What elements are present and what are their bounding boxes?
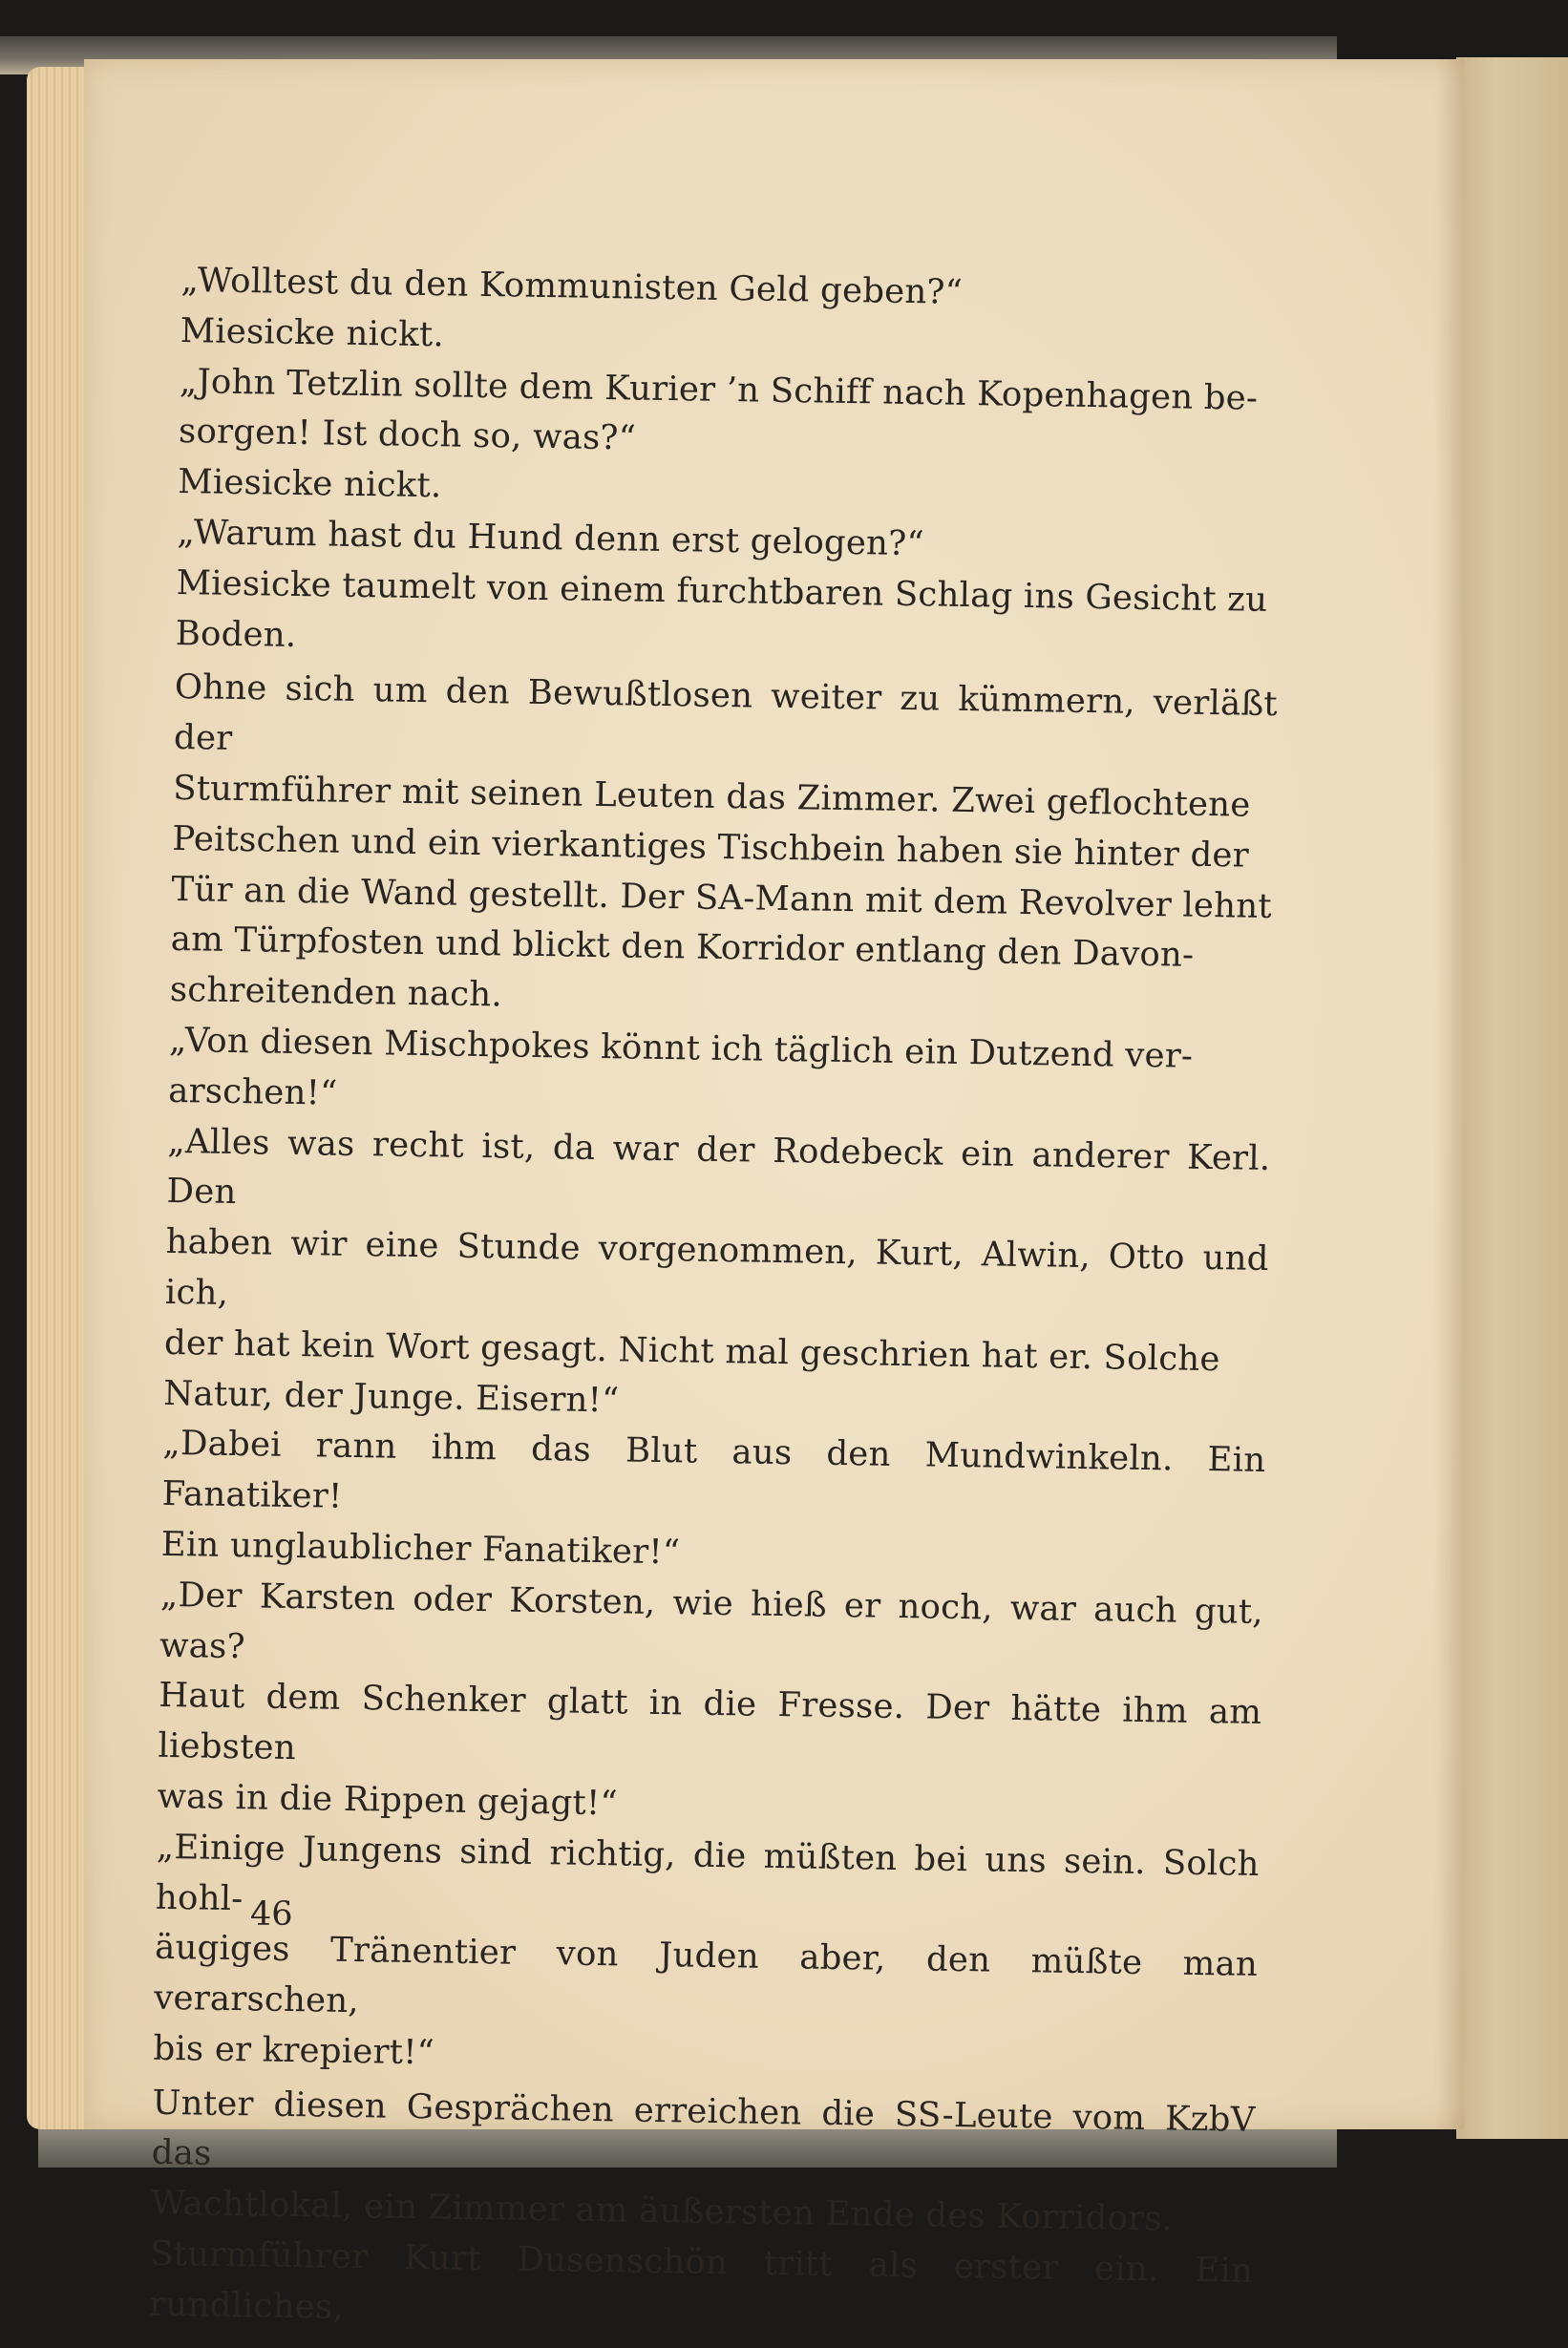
line: Ohne sich um den Bewußtlosen weiter zu kümmern, verläßt der [173, 667, 1279, 759]
line: Tür an die Wand gestellt. Der SA-Mann mit dem Revolver lehnt [171, 869, 1273, 926]
line: arschen!“ [167, 1070, 338, 1113]
line: Wachtlokal, ein Zimmer am äußersten Ende des Korridors. [150, 2184, 1174, 2239]
line: „Wolltest du den Kommunisten Geld geben?“ [180, 260, 964, 312]
line: Miesicke nickt. [177, 462, 442, 506]
line: „John Tetzlin sollte dem Kurier ’n Schiff nach Kopenhagen be- [179, 361, 1259, 418]
line: haben wir eine Stunde vorgenommen, Kurt, Alwin, Otto und ich, [164, 1222, 1269, 1313]
line: bis er krepiert!“ [153, 2028, 435, 2073]
book-cover-right-board [1456, 57, 1568, 2139]
line: der hat kein Wort gesagt. Nicht mal geschrien hat er. Solche [163, 1322, 1220, 1379]
page-number: 46 [250, 1895, 293, 1934]
line: Miesicke nickt. [180, 310, 445, 355]
line: Sturmführer Kurt Dusenschön tritt als erster ein. Ein rundliches, [148, 2233, 1254, 2327]
paragraph-12 [153, 1823, 1260, 2092]
paragraph-7 [169, 663, 1278, 1033]
line: Haut dem Schenker glatt in die Fresse. Der hätte ihm am liebsten [158, 1676, 1262, 1768]
line: Boden. [175, 613, 297, 655]
line: „Einige Jungens sind richtig, die müßten bei uns sein. Solch hohl- [155, 1827, 1261, 1918]
line: „Warum hast du Hund denn erst gelogen?“ [177, 512, 925, 564]
line: am Türpfosten und blickt den Korridor entlang den Davon- [170, 920, 1195, 976]
line: äugiges Tränentier von Juden aber, den müßte man verarschen, [154, 1928, 1259, 2021]
line: Sturmführer mit seinen Leuten das Zimmer. Zwei geflochtene [172, 768, 1251, 825]
paragraph-8 [168, 1016, 1273, 1134]
paragraph-13 [149, 2078, 1256, 2347]
line: Miesicke taumelt von einem furchtbaren Schlag ins Gesicht zu [176, 562, 1268, 620]
line: „Alles was recht ist, da war der Rodebeck ein anderer Kerl. Den [166, 1121, 1271, 1213]
paragraph-10 [160, 1419, 1265, 1588]
gutter-shadow [1435, 59, 1464, 2129]
paragraph-11 [157, 1571, 1263, 1840]
line: schreitenden nach. [169, 970, 503, 1015]
line: „Der Karsten oder Korsten, wie hieß er noch, war auch gut, was? [159, 1575, 1264, 1666]
line: was in die Rippen gejagt!“ [157, 1776, 619, 1824]
line: Peitschen und ein vierkantiges Tischbein haben sie hinter der [172, 818, 1250, 876]
line: „Von diesen Mischpokes könnt ich täglich ein Dutzend ver- [168, 1020, 1194, 1076]
body-text [149, 256, 1284, 2348]
paragraph-9 [163, 1116, 1271, 1436]
line: Unter diesen Gesprächen erreichen die SS-Leute vom KzbV das [151, 2083, 1256, 2174]
line: Natur, der Junge. Eisern!“ [162, 1373, 620, 1420]
line: Ein unglaublicher Fanatiker!“ [160, 1524, 681, 1573]
line: sorgen! Ist doch so, was?“ [178, 412, 637, 458]
line: „Dabei rann ihm das Blut aus den Mundwinkeln. Ein Fanatiker! [161, 1424, 1266, 1516]
paragraph-6 [175, 559, 1280, 677]
paragraph-3 [179, 357, 1283, 476]
